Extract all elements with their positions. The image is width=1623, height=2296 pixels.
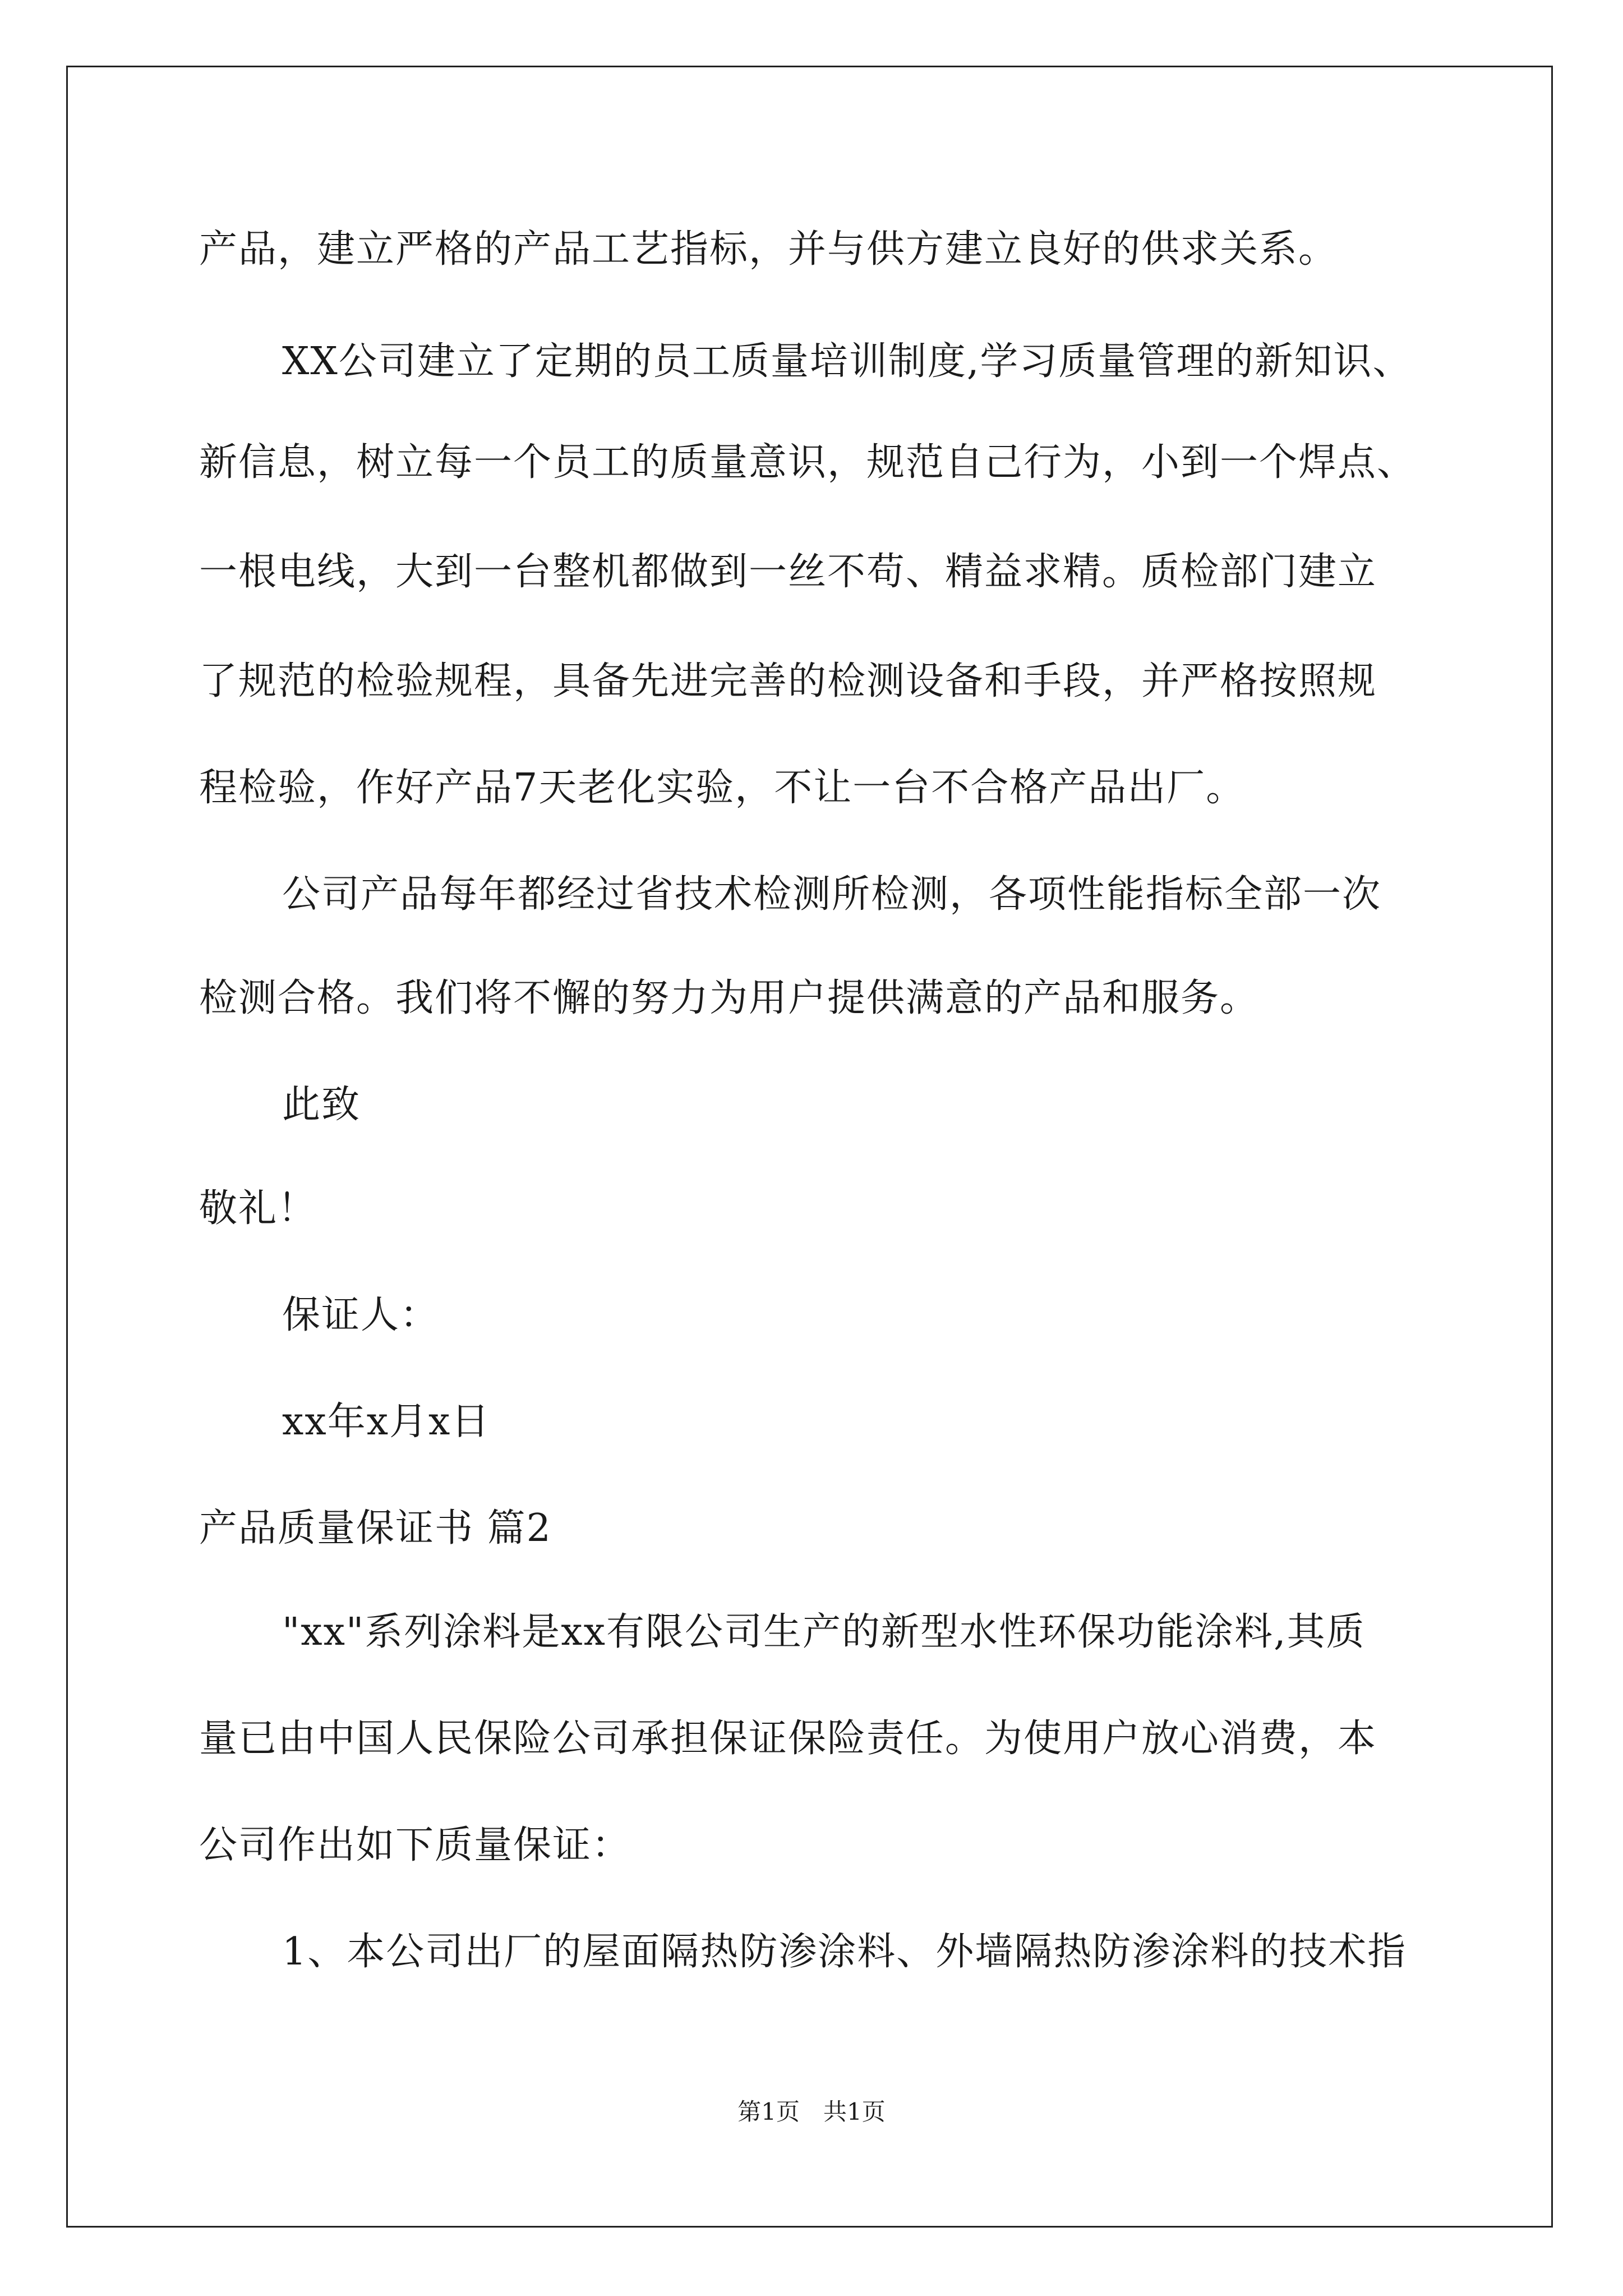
- closing-salutation: 此致: [282, 1083, 361, 1127]
- date-line: xx年x月x日: [282, 1400, 491, 1444]
- section-heading: 产品质量保证书 篇2: [199, 1506, 552, 1550]
- text-line: 了规范的检验规程，具备先进完善的检测设备和手段，并严格按照规: [199, 659, 1377, 703]
- text-line: 产品，建立严格的产品工艺指标，并与供方建立良好的供求关系。: [199, 227, 1338, 272]
- text-line: 一根电线，大到一台整机都做到一丝不苟、精益求精。质检部门建立: [199, 550, 1377, 594]
- page-footer: 第1页 共1页: [737, 2098, 886, 2125]
- closing-regards: 敬礼！: [199, 1186, 317, 1231]
- text-line: 量已由中国人民保险公司承担保证保险责任。为使用户放心消费，本: [199, 1717, 1377, 1761]
- text-line: 1、本公司出厂的屋面隔热防渗涂料、外墙隔热防渗涂料的技术指: [282, 1930, 1407, 1974]
- text-line: 新信息，树立每一个员工的质量意识，规范自己行为，小到一个焊点、: [199, 440, 1417, 485]
- page-border: [66, 66, 1553, 2228]
- text-line: "xx"系列涂料是xx有限公司生产的新型水性环保功能涂料,其质: [282, 1610, 1366, 1654]
- text-line: 公司作出如下质量保证：: [199, 1823, 631, 1867]
- text-line: XX公司建立了定期的员工质量培训制度,学习质量管理的新知识、: [282, 339, 1412, 384]
- text-line: 公司产品每年都经过省技术检测所检测，各项性能指标全部一次: [282, 872, 1382, 917]
- guarantor-label: 保证人：: [282, 1293, 440, 1337]
- text-line: 检测合格。我们将不懈的努力为用户提供满意的产品和服务。: [199, 976, 1260, 1020]
- text-line: 程检验，作好产品7天老化实验，不让一台不合格产品出厂。: [199, 766, 1246, 810]
